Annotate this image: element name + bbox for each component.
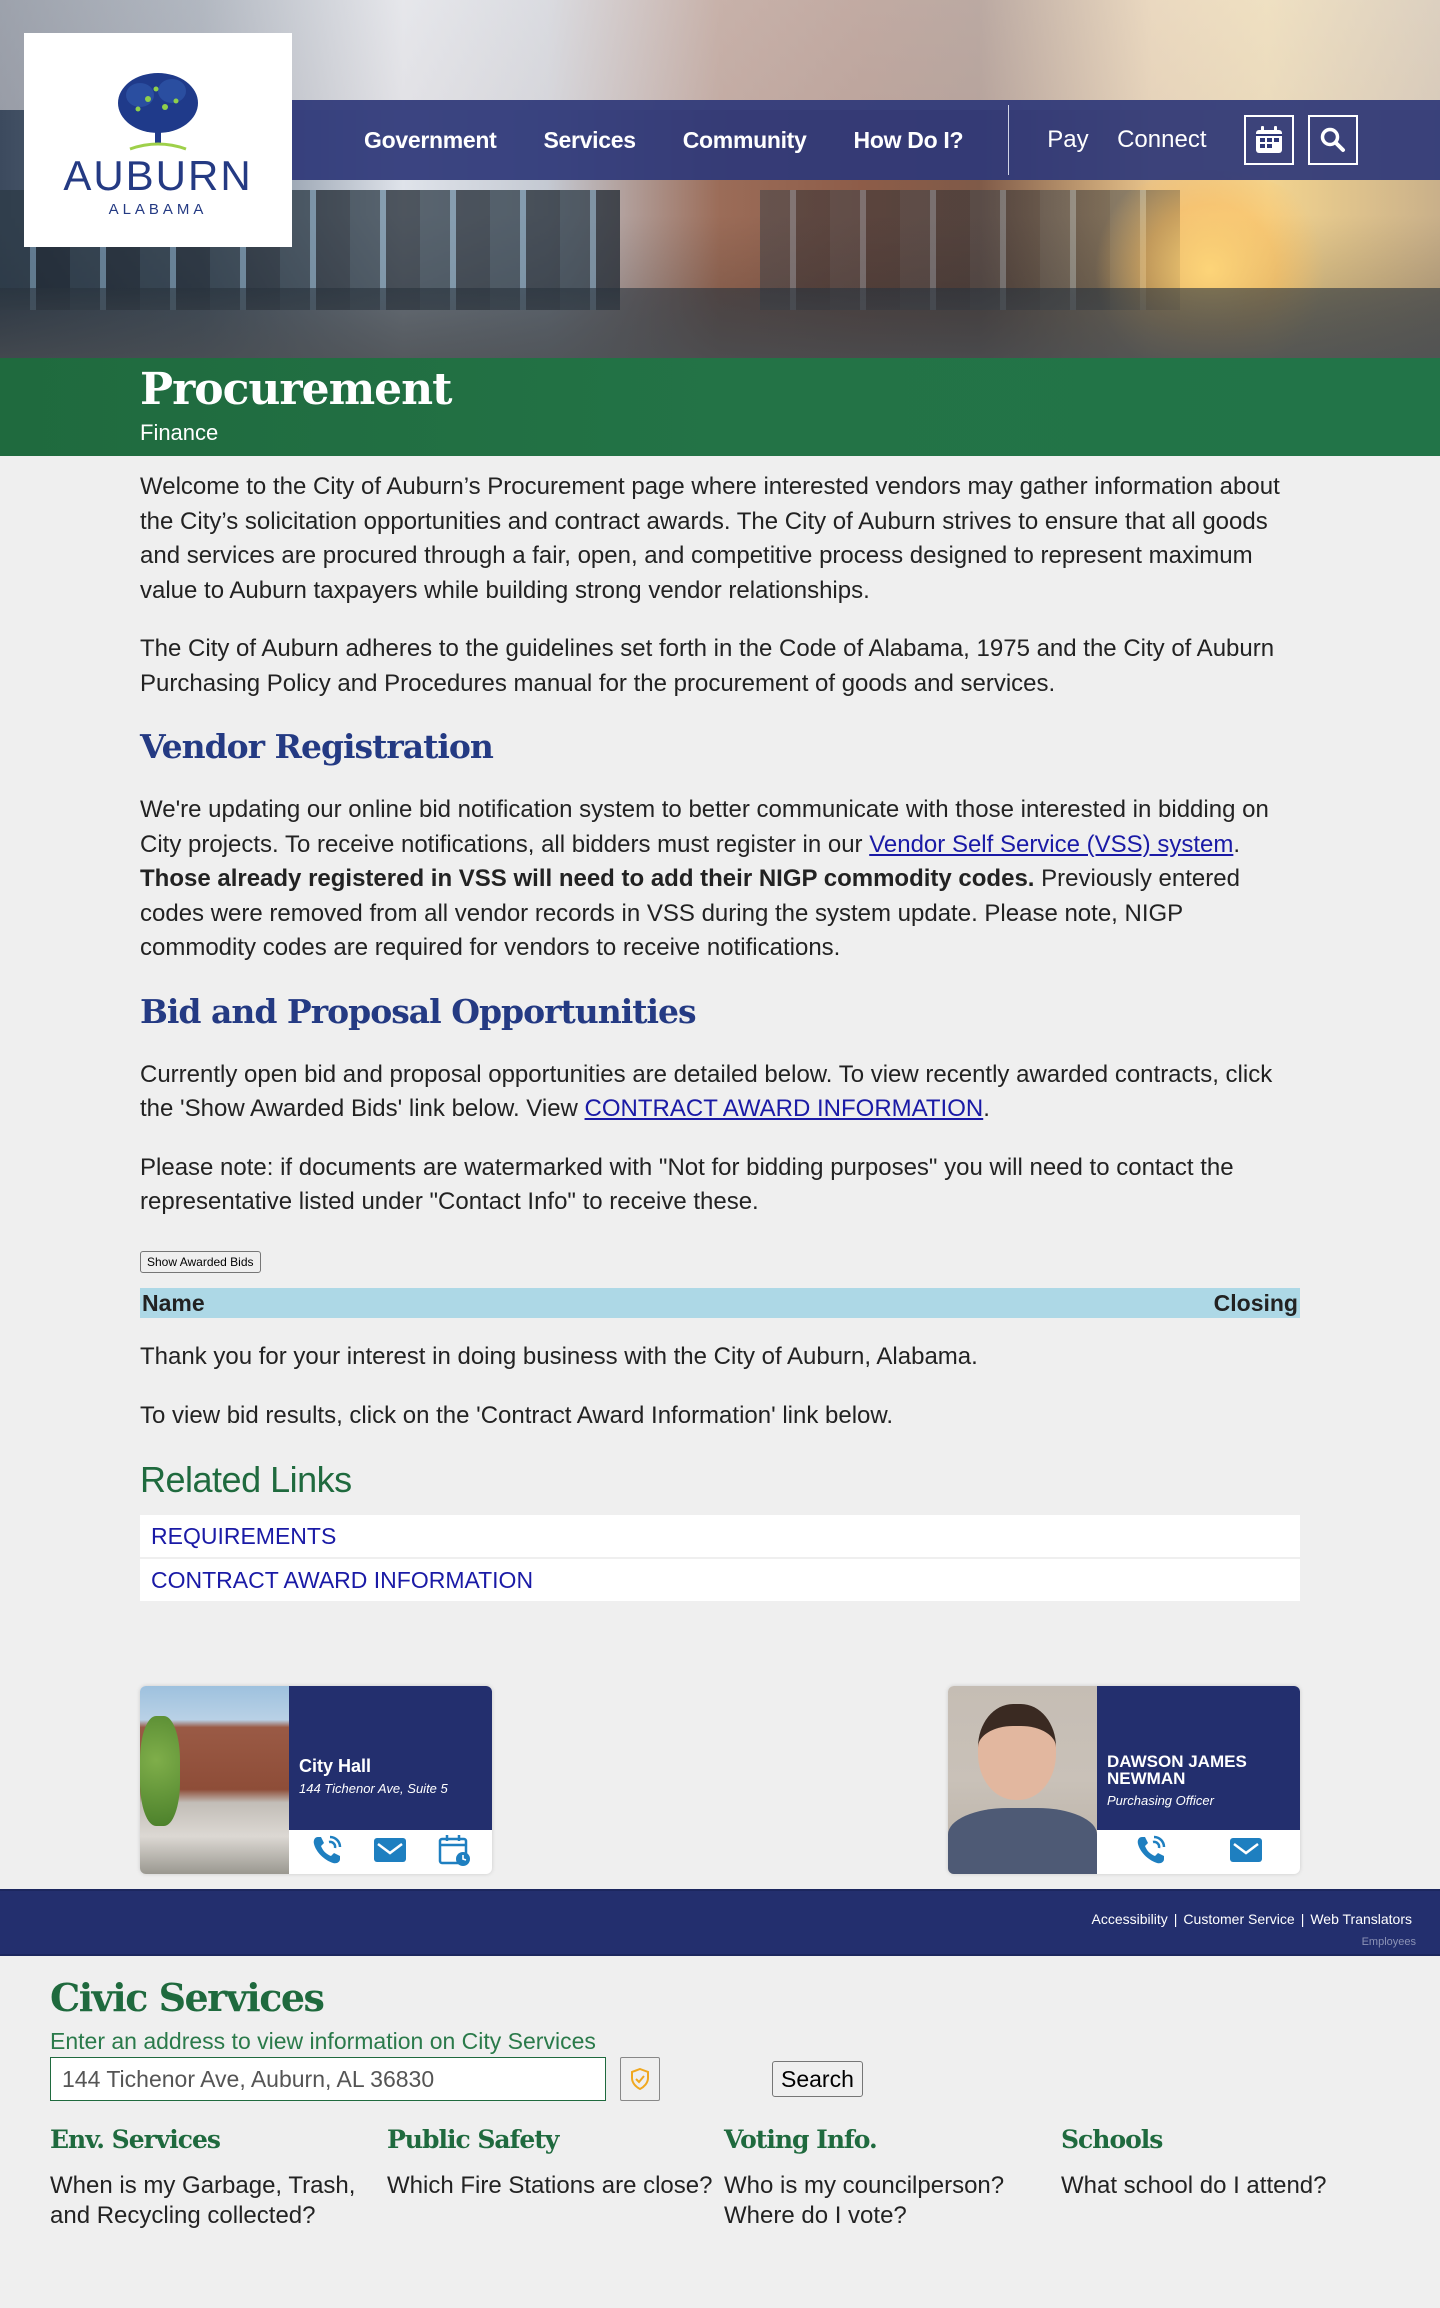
civic-col-env-services — [50, 2123, 387, 2231]
card-person-role: Purchasing Officer — [1107, 1792, 1214, 1808]
hero-street — [0, 288, 1440, 358]
footer-links — [1092, 1911, 1412, 1927]
card-address: 144 Tichenor Ave, Suite 5 — [299, 1780, 448, 1796]
verify-address-button[interactable] — [620, 2057, 660, 2101]
related-links-list — [140, 1515, 1300, 1601]
civic-question-link[interactable]: When is my Garbage, Trash, and Recycling collected? — [50, 2172, 356, 2229]
related-link-requirements[interactable]: REQUIREMENTS — [140, 1515, 1300, 1557]
email-button[interactable] — [373, 1836, 407, 1869]
email-icon — [1229, 1836, 1263, 1864]
bids-table-header — [140, 1288, 1300, 1318]
card-info — [289, 1686, 492, 1830]
card-person-name: DAWSON JAMES NEWMAN — [1107, 1751, 1247, 1788]
card-actions — [289, 1830, 492, 1874]
phone-icon — [1134, 1833, 1168, 1867]
nav-how-do-i[interactable]: How Do I? — [853, 126, 964, 153]
vss-link[interactable]: Vendor Self Service (VSS) system — [869, 830, 1234, 858]
contact-card-city-hall — [140, 1686, 492, 1874]
civic-services-prompt: Enter an address to view information on City Services — [50, 2028, 596, 2054]
nav-divider — [1008, 105, 1009, 175]
vendor-text-2: . — [1233, 830, 1241, 858]
vendor-registration-paragraph — [140, 793, 1300, 966]
page-title: Procurement — [140, 364, 452, 415]
intro-paragraph-2: The City of Auburn adheres to the guidelines set forth in the Code of Alabama, 1975 and the City of Auburn Purchasing Policy and Procedures manual for the procurement of goods and services. — [140, 635, 1275, 697]
vendor-registration-heading: Vendor Registration — [140, 727, 493, 766]
nav-connect[interactable]: Connect — [1117, 126, 1207, 153]
civic-services-section — [50, 1970, 1410, 2231]
nav-government[interactable]: Government — [364, 126, 497, 153]
logo-wordmark: AUBURN — [63, 151, 253, 199]
civic-question-link[interactable]: Which Fire Stations are close? — [387, 2172, 713, 2199]
calendar-button[interactable] — [1244, 115, 1294, 165]
bid-text-1: Currently open bid and proposal opportunities are detailed below. To view recently awarded contracts, click the 'Show Awarded Bids' link below. View — [140, 1060, 1273, 1122]
calendar-clock-icon — [437, 1833, 471, 1867]
main-navbar — [292, 100, 1440, 180]
results-note: To view bid results, click on the 'Contract Award Information' link below. — [140, 1401, 894, 1429]
footer-customer-service-link[interactable]: Customer Service — [1183, 1911, 1295, 1927]
civic-col-public-safety — [387, 2123, 724, 2231]
shield-check-icon — [630, 2068, 650, 2090]
card-title: City Hall — [299, 1755, 372, 1776]
civic-services-columns — [50, 2123, 1410, 2231]
civic-question-link[interactable]: Where do I vote? — [724, 2202, 907, 2229]
schedule-button[interactable] — [437, 1833, 471, 1872]
call-button[interactable] — [310, 1833, 344, 1872]
call-button[interactable] — [1134, 1833, 1168, 1872]
city-logo[interactable] — [24, 33, 292, 247]
show-awarded-bids-button[interactable]: Show Awarded Bids — [140, 1251, 261, 1273]
footer-accessibility-link[interactable]: Accessibility — [1091, 1911, 1168, 1927]
civic-col-heading: Public Safety — [387, 2125, 559, 2154]
phone-icon — [310, 1833, 344, 1867]
calendar-icon — [1253, 124, 1285, 156]
nav-pay[interactable]: Pay — [1047, 126, 1089, 153]
bid-paragraph-2: Please note: if documents are watermarked with "Not for bidding purposes" you will need to contact the representative listed under "Contact Info" to receive these. — [140, 1153, 1234, 1215]
civic-question-link[interactable]: What school do I attend? — [1061, 2172, 1327, 2199]
nav-community[interactable]: Community — [682, 126, 807, 153]
civic-col-heading: Env. Services — [50, 2125, 221, 2154]
civic-question-link[interactable]: Who is my councilperson? — [724, 2172, 1005, 2199]
civic-search-button[interactable]: Search — [772, 2061, 863, 2097]
column-name[interactable]: Name — [142, 1289, 205, 1316]
thanks-text: Thank you for your interest in doing business with the City of Auburn, Alabama. — [140, 1343, 978, 1370]
email-icon — [373, 1836, 407, 1864]
nav-services[interactable]: Services — [543, 126, 636, 153]
civic-col-schools — [1061, 2123, 1398, 2231]
intro-paragraph-1: Welcome to the City of Auburn’s Procurement page where interested vendors may gather information about the City’s solicitation opportunities and contract awards. The City of Auburn strives to ensure that all goods and services are procured through a fair, open, and competitive process designed to represent maximum value to Auburn taxpayers while building strong vendor relationships. — [140, 473, 1280, 604]
civic-col-voting-info — [724, 2123, 1061, 2231]
main-content — [140, 470, 1300, 1603]
email-button[interactable] — [1229, 1836, 1263, 1869]
search-icon — [1319, 126, 1347, 154]
page-department: Finance — [140, 420, 219, 445]
hero-header — [0, 0, 1440, 358]
page-title-band — [0, 358, 1440, 456]
city-hall-photo — [140, 1686, 289, 1874]
primary-nav — [364, 127, 1010, 154]
contact-card-purchasing-officer — [948, 1686, 1300, 1874]
vendor-text-1: We're updating our online bid notification system to better communicate with those interested in bidding on City projects. To receive notifications, all bidders must register in our — [140, 796, 1269, 858]
footer-separator: | — [1173, 1911, 1178, 1927]
footer-separator: | — [1300, 1911, 1305, 1927]
civic-col-heading: Schools — [1061, 2125, 1163, 2154]
logo-state: ALABAMA — [108, 200, 208, 218]
civic-services-heading: Civic Services — [50, 1975, 324, 2020]
bid-paragraph-1 — [140, 1058, 1300, 1127]
card-actions — [1097, 1830, 1300, 1874]
bid-opportunities-heading: Bid and Proposal Opportunities — [140, 991, 696, 1031]
footer-employees-link[interactable]: Employees — [1361, 1936, 1416, 1948]
civic-col-heading: Voting Info. — [724, 2125, 877, 2154]
related-links-section — [140, 1457, 1300, 1601]
contract-award-inline-link[interactable]: CONTRACT AWARD INFORMATION — [584, 1095, 984, 1122]
related-links-heading: Related Links — [140, 1459, 352, 1500]
purchasing-officer-photo — [948, 1686, 1097, 1874]
related-link-contract-award[interactable]: CONTRACT AWARD INFORMATION — [140, 1559, 1300, 1601]
column-closing[interactable]: Closing — [1213, 1289, 1298, 1316]
card-info — [1097, 1686, 1300, 1830]
vendor-text-3: Previously entered codes were removed from all vendor records in VSS during the system update. Please note, NIGP commodity codes are required for vendors to receive notifications. — [140, 865, 1240, 961]
tree-logo-icon — [110, 69, 206, 151]
address-input[interactable] — [50, 2057, 606, 2101]
vendor-bold-notice: Those already registered in VSS will need to add their NIGP commodity codes. — [140, 865, 1035, 892]
footer-web-translators-link[interactable]: Web Translators — [1310, 1911, 1412, 1927]
footer-bar — [0, 1889, 1440, 1956]
search-button[interactable] — [1308, 115, 1358, 165]
bid-text-2: . — [983, 1095, 990, 1122]
secondary-nav — [1047, 126, 1230, 154]
address-search-row — [50, 2057, 1410, 2101]
